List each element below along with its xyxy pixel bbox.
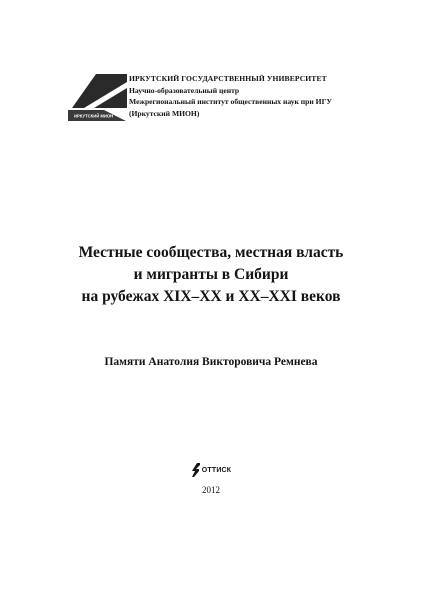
publisher-mark: [191, 462, 232, 478]
book-title: [0, 242, 422, 308]
publisher-imprint: [0, 462, 422, 495]
institute-short-name: (Иркутский МИОН): [129, 108, 200, 118]
title-line-1: Местные сообщества, местная власть: [78, 244, 344, 261]
logo-text: ИРКУТСКИЙ МИОН: [74, 113, 114, 119]
dedication: Памяти Анатолия Викторовича Ремнева: [104, 356, 318, 368]
center-name: Научно-образовательный центр: [129, 85, 240, 95]
university-name: ИРКУТСКИЙ ГОСУДАРСТВЕННЫЙ УНИВЕРСИТЕТ: [129, 74, 327, 83]
ottisk-logo-icon: [191, 462, 201, 478]
publisher-name: ОТТИСК: [201, 466, 232, 474]
mion-logo-icon: [66, 70, 128, 122]
title-line-2: и мигранты в Сибири: [133, 266, 289, 283]
organization-lines: [129, 73, 389, 119]
mion-logo: [66, 70, 128, 122]
title-line-3: на рубежах XIX–XX и XX–XXI веков: [81, 288, 341, 305]
publication-year: 2012: [202, 485, 220, 495]
institute-name: Межрегиональный институт общественных наук при ИГУ: [129, 97, 332, 106]
publisher-header: [66, 70, 366, 126]
